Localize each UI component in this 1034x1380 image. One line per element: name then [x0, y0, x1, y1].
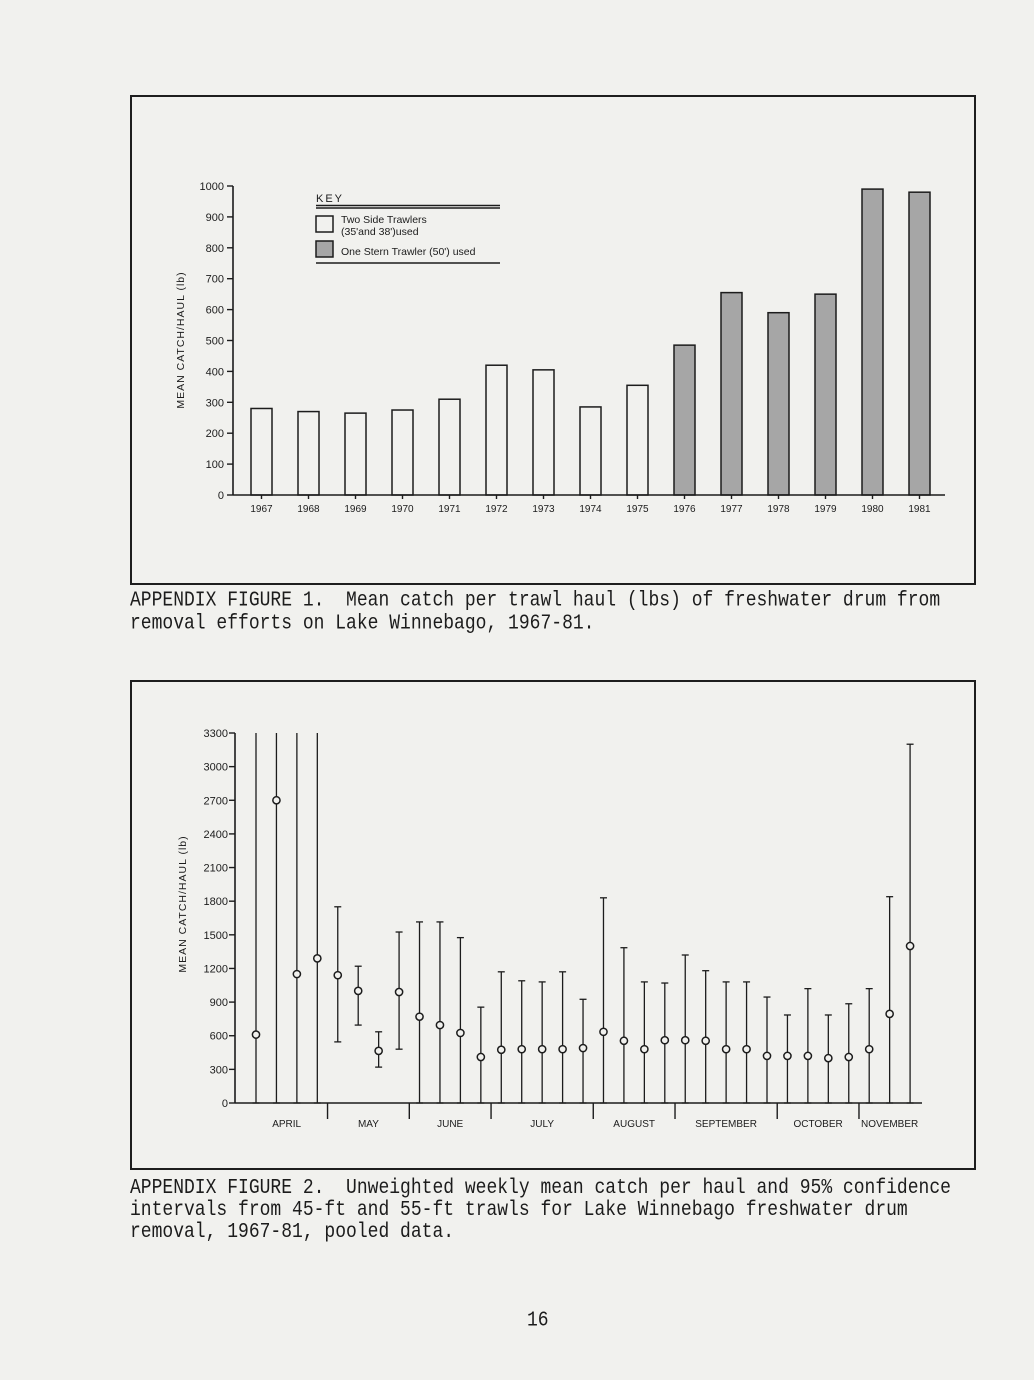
y-tick-label: 1500 — [203, 929, 228, 942]
x-tick-label: 1976 — [673, 504, 696, 515]
y-tick-label: 600 — [209, 1030, 228, 1043]
mean-marker — [477, 1053, 484, 1060]
y-tick-label: 3300 — [203, 728, 228, 740]
caption-line: removal efforts on Lake Winnebago, 1967-81. — [130, 611, 595, 636]
y-tick-label: 400 — [205, 366, 224, 379]
x-tick-label: 1970 — [391, 504, 414, 515]
page-number: 16 — [527, 1308, 549, 1333]
x-tick-label: 1978 — [767, 504, 790, 515]
bar-1981 — [909, 192, 930, 495]
mean-marker — [845, 1053, 852, 1060]
legend-label: Two Side Trawlers — [341, 214, 427, 226]
mean-marker — [600, 1028, 607, 1035]
y-tick-label: 1200 — [203, 963, 228, 976]
mean-marker — [498, 1046, 505, 1053]
x-tick-label: 1974 — [579, 504, 602, 515]
x-tick-label: 1980 — [861, 504, 884, 515]
figure-2-caption — [130, 1177, 951, 1243]
caption-line: APPENDIX FIGURE 1. Mean catch per trawl haul (lbs) of freshwater drum from — [130, 588, 941, 613]
bar-1974 — [580, 407, 601, 495]
mean-marker — [763, 1052, 770, 1059]
legend-label: (35'and 38')used — [341, 226, 419, 238]
mean-marker — [518, 1046, 525, 1053]
bar-1976 — [674, 345, 695, 495]
month-label-june: JUNE — [437, 1119, 464, 1130]
legend-swatch — [316, 241, 333, 257]
caption-line: APPENDIX FIGURE 2. Unweighted weekly mean catch per haul and 95% confidence — [130, 1176, 951, 1200]
legend-label: One Stern Trawler (50') used — [341, 246, 476, 258]
mean-marker — [784, 1052, 791, 1059]
mean-marker — [866, 1046, 873, 1053]
x-tick-label: 1979 — [814, 504, 837, 515]
mean-marker — [702, 1037, 709, 1044]
y-tick-label: 0 — [221, 1098, 228, 1110]
mean-marker — [579, 1044, 586, 1051]
mean-marker — [539, 1046, 546, 1053]
y-axis-title: MEAN CATCH/HAUL (lb) — [177, 835, 189, 973]
bar-1978 — [768, 313, 789, 495]
mean-marker — [395, 988, 402, 995]
figure-2-frame — [130, 680, 976, 1170]
bar-1973 — [533, 370, 554, 495]
mean-marker — [743, 1046, 750, 1053]
bar-1972 — [486, 365, 507, 495]
y-tick-label: 2400 — [203, 828, 228, 841]
bar-1971 — [439, 399, 460, 495]
y-tick-label: 300 — [205, 397, 224, 410]
x-tick-label: 1968 — [297, 504, 320, 515]
bar-1979 — [815, 294, 836, 495]
legend-title: KEY — [316, 193, 345, 205]
y-tick-label: 0 — [217, 490, 224, 502]
mean-marker — [334, 972, 341, 979]
caption-line: intervals from 45-ft and 55-ft trawls for Lake Winnebago freshwater drum — [130, 1198, 908, 1222]
mean-marker — [416, 1013, 423, 1020]
bar-1969 — [345, 413, 366, 495]
mean-marker — [804, 1052, 811, 1059]
bar-1967 — [251, 408, 272, 495]
figure-2-errorbar-chart — [130, 680, 976, 1170]
y-tick-label: 300 — [209, 1064, 228, 1077]
mean-marker — [723, 1046, 730, 1053]
y-tick-label: 200 — [205, 428, 224, 441]
month-label-september: SEPTEMBER — [695, 1119, 757, 1130]
mean-marker — [886, 1010, 893, 1017]
bar-1970 — [392, 410, 413, 495]
mean-marker — [620, 1037, 627, 1044]
month-label-october: OCTOBER — [793, 1119, 843, 1130]
y-tick-label: 500 — [205, 335, 224, 348]
mean-marker — [293, 970, 300, 977]
bar-1968 — [298, 412, 319, 495]
mean-marker — [355, 987, 362, 994]
y-tick-label: 700 — [205, 273, 224, 286]
x-tick-label: 1977 — [720, 504, 743, 515]
mean-marker — [436, 1021, 443, 1028]
bar-1980 — [862, 189, 883, 495]
y-tick-label: 800 — [205, 242, 224, 255]
mean-marker — [906, 942, 913, 949]
x-tick-label: 1973 — [532, 504, 555, 515]
mean-marker — [559, 1046, 566, 1053]
mean-marker — [641, 1046, 648, 1053]
y-axis-title: MEAN CATCH/HAUL (lb) — [175, 271, 187, 409]
mean-marker — [457, 1029, 464, 1036]
bar-1977 — [721, 293, 742, 495]
x-tick-label: 1975 — [626, 504, 649, 515]
mean-marker — [273, 797, 280, 804]
y-tick-label: 2100 — [203, 862, 228, 875]
figure-1-bar-chart — [130, 95, 976, 585]
y-tick-label: 100 — [205, 459, 224, 472]
mean-marker — [375, 1047, 382, 1054]
bar-1975 — [627, 385, 648, 495]
month-label-april: APRIL — [272, 1119, 302, 1130]
x-tick-label: 1969 — [344, 504, 367, 515]
x-tick-label: 1972 — [485, 504, 508, 515]
mean-marker — [825, 1055, 832, 1062]
month-label-august: AUGUST — [613, 1119, 655, 1130]
month-label-may: MAY — [357, 1119, 379, 1130]
y-tick-label: 900 — [209, 997, 228, 1010]
y-tick-label: 1800 — [203, 896, 228, 909]
figure-1-frame — [130, 95, 976, 585]
mean-marker — [314, 955, 321, 962]
figure-1-caption — [130, 590, 940, 636]
x-tick-label: 1971 — [438, 504, 461, 515]
month-label-july: JULY — [530, 1119, 555, 1130]
y-tick-label: 2700 — [203, 795, 228, 808]
mean-marker — [661, 1037, 668, 1044]
y-tick-label: 3000 — [203, 761, 228, 774]
x-tick-label: 1967 — [250, 504, 273, 515]
y-tick-label: 1000 — [199, 181, 224, 193]
mean-marker — [252, 1031, 259, 1038]
month-label-november: NOVEMBER — [861, 1119, 919, 1130]
x-tick-label: 1981 — [908, 504, 931, 515]
y-tick-label: 900 — [205, 211, 224, 224]
y-tick-label: 600 — [205, 304, 224, 317]
mean-marker — [682, 1037, 689, 1044]
legend-swatch — [316, 216, 333, 232]
caption-line: removal, 1967-81, pooled data. — [130, 1220, 455, 1244]
